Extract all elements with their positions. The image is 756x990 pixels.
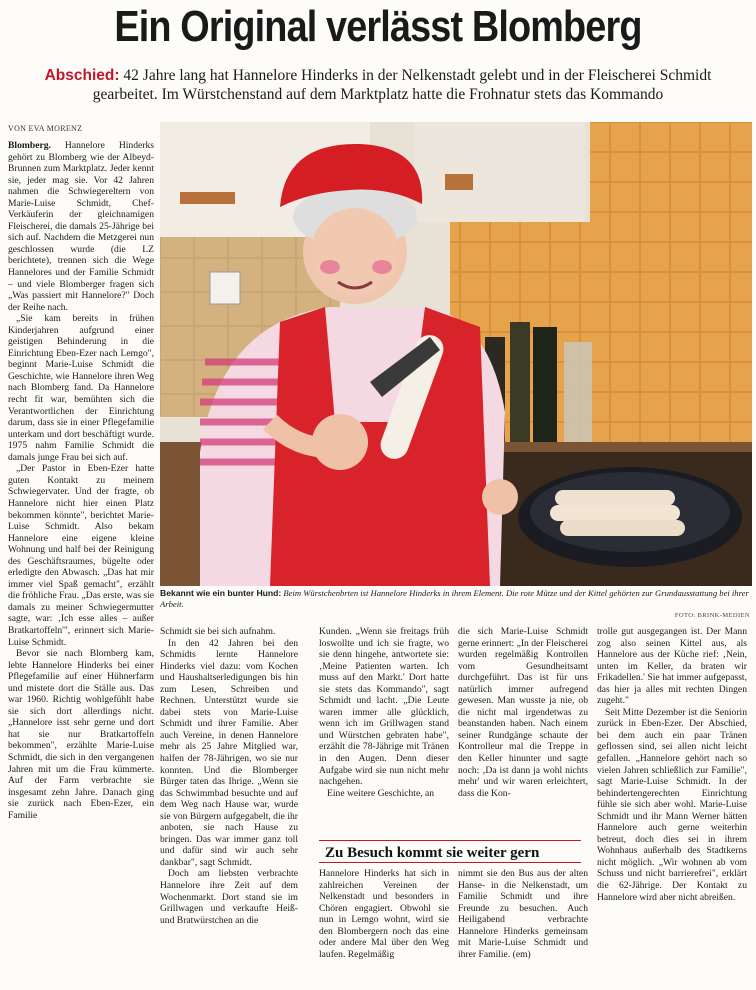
paragraph: nimmt sie den Bus aus der alten Hanse- in die Nelkenstadt, um Familie Schmidt und ihre Freunde zu besuchen. Auch Heiligabend verbrachte Hannelore Hinderks gemeinsam mit Marie-Luise Schmidt und ihrer Familie. (em) bbox=[458, 868, 588, 960]
photo-illustration bbox=[160, 122, 752, 586]
paragraph: Schmidt sie bei sich aufnahm. bbox=[160, 626, 276, 637]
dateline: Blomberg. bbox=[8, 140, 51, 151]
column-1 bbox=[8, 140, 154, 821]
paragraph: Blomberg. Hannelore Hinderks gehört zu Blomberg wie der Albeyd-Brunnen zum Marktplatz. Jeder kennt sie, jeder mag sie. Vor 42 Jahren nahmen die Schwiegereltern von Marie-Luise Schmidt, Chef-Verkäuferin der gleichnamigen Fleischerei, die damals 25-Jährige bei sich auf. Nachdem die Metzgerei nun geschlossen wurde (die LZ berichtete), trennen sich die Wege Hannelores und der Familie Schmidt – und viele Blomberger fragen sich „Was passiert mit Hannelore?" Doch der Reihe nach. bbox=[8, 140, 154, 313]
column-3 bbox=[319, 626, 449, 799]
paragraph: Seit Mitte Dezember ist die Seniorin zurück in Eben-Ezer. Der Abschied, bei dem auch ein paar Tränen geflossen sind, sei allen nicht leicht gefallen. „Hannelore gehört nach so vielen Jahren schließlich zur Familie", sagt Marie-Luise Schmidt. In der behindertengerechten Einrichtung fühle sie sich aber wohl. Marie-Luise Schmidt und ihr Mann Werner hätten Hannelore auch gerne weiterhin betreut, doch dies sei in ihrem Wohnhaus außerhalb des Stadtkerns nicht möglich. „Wir wohnen ab vom Schuss und nicht barrierefrei", erklärt die 62-Jährige. Der Kontakt zu Hannelore wird aber nicht abreißen. bbox=[597, 706, 747, 903]
article-photo bbox=[160, 122, 752, 586]
paragraph: Hannelore Hinderks hat sich in zahlreichen Vereinen der Nelkenstadt und besonders in Chören engagiert. Obwohl sie nun in Lemgo wohnt, wird sie den Blombergern noch das eine oder andere Mal über den Weg laufen. Regelmäßig bbox=[319, 868, 449, 960]
column-4-lower bbox=[458, 868, 588, 960]
subhead-rule bbox=[319, 840, 581, 841]
paragraph: die sich Marie-Luise Schmidt gerne erinnert: „In der Fleischerei wurden regelmäßig Kontrollen vom Gesundheitsamt durchgeführt. Das ist für uns natürlich immer aufregend gewesen. Man wusste ja nie, ob die nicht mal irgendetwas zu beanstanden haben. Nach einem seiner Rundgänge schaute der Kontrolleur mal die Treppe in den Keller hinunter und sagte noch: ‚Da ist dann ja wohl nichts mehr' und wir waren erleichtert, dass die Kon- bbox=[458, 626, 588, 799]
paragraph: Kunden. „Wenn sie freitags früh loswollte und ich sie fragte, wo sie denn hingehe, antwortete sie: ‚Meine Patienten warten. Ich muss auf den Markt.' Dort hatte sie stets das Kommando", sagt Schmidt und lacht. „Die Leute waren immer alle glücklich, wenn ich im Grillwagen stand und Würstchen gebraten habe", erzählt die 78-Jährige mit Tränen in den Augen. Denn dieser Aufgabe wird sie nun nicht mehr nachgehen. bbox=[319, 626, 449, 788]
headline: Ein Original verlässt Blomberg bbox=[114, 2, 642, 51]
paragraph: Bevor sie nach Blomberg kam, lebte Hannelore Hinderks bei einer Pflegefamilie auf einer Hühnerfarm und mistete dort die Ställe aus. Das war 1960. Richtig wohlgefühlt habe sie sich dort allerdings nicht. „Hannelore isst sehr gerne und dort hat sie nur Bratkartoffeln bekommen", erzählte Marie-Luise Schmidt, die sich in den vergangenen Jahren mit um die Frau kümmerte. Auf der Farm verbrachte sie insgesamt zehn Jahre. Danach ging sie zurück nach Eben-Ezer, ein Familie bbox=[8, 648, 154, 821]
paragraph: Eine weitere Geschichte, an bbox=[327, 787, 435, 799]
byline: VON EVA MORENZ bbox=[8, 124, 83, 133]
photo-credit: FOTO: BRINK-MEDIEN bbox=[674, 612, 750, 619]
kicker: Abschied: bbox=[44, 67, 120, 84]
column-2 bbox=[160, 626, 298, 926]
paragraph: trolle gut ausgegangen ist. Der Mann zog also seinen Kittel aus, als Hannelore aus der Küche rief: ‚Nein, unten im Keller, da braten wir Frikadellen.' Sie hat immer aufgepasst, das hier ja alles mit rechten Dingen zugeht." bbox=[597, 626, 747, 707]
paragraph: „Sie kam bereits in frühen Kinderjahren aufgrund einer geistigen Behinderung in die Einrichtung Eben-Ezer nach Lemgo", beginnt Marie-Luise Schmidt die Geschichte, wie Hannelore ihren Weg nach Blomberg fand. Da Hannelore recht fit war, bemühten sich die Verantwortlichen der Einrichtung darum, dass sie in einer Pflegefamilie unterkam und dort beschäftigt wurde. 1975 nahm Familie Schmidt die damals junge Frau bei sich auf. bbox=[8, 313, 154, 463]
column-3-lower bbox=[319, 868, 449, 960]
paragraph: Doch am liebsten verbrachte Hannelore ihre Zeit auf dem Wochenmarkt. Dort stand sie im Grillwagen und verkaufte Heiß- und Bratwürstchen an die bbox=[160, 868, 298, 926]
lead-paragraph bbox=[20, 66, 736, 104]
author-signature: (em) bbox=[512, 948, 531, 960]
subhead: Zu Besuch kommt sie weiter gern bbox=[325, 845, 540, 861]
subhead-box bbox=[319, 845, 581, 863]
paragraph: „Der Pastor in Eben-Ezer hatte guten Kontakt zu meinem Schwiegervater. Und der fragte, ob Hannelore nicht hier einen Platz bekommen könnte", berichtet Marie-Luise Schmidt. Also bekam Hannelore eine eigene kleine Wohnung und half bei der Reinigung des Geschäftsraumes, bügelte oder erledigte den Abwasch. „Das hat mir immer viel Spaß gemacht", erzählt die fröhliche Frau. „Das erste, was sie damals zu meiner Schwiegermutter sagte, war: ‚Ich esse alles – außer Bratkartoffeln'", erinnert sich Marie-Luise Schmidt. bbox=[8, 463, 154, 648]
column-4 bbox=[458, 626, 588, 799]
column-5 bbox=[597, 626, 747, 903]
caption-title: Bekannt wie ein bunter Hund: bbox=[160, 588, 282, 598]
paragraph: In den 42 Jahren bei den Schmidts lernte Hannelore Hinderks viel dazu: vom Kochen und Haushaltserledigungen bis hin zum Lesen, Schreiben und Rechnen. Unterstützt wurde sie dabei stets von Marie-Luise Schmidt und ihrer Familie. Aber auch Vereine, in denen Hannelore mehr als 25 Jahre Mitglied war, halfen der 78-Jährigen, wo sie nur konnten. Und die Blomberger Bürger taten das Ihrige. „Wenn sie das Schwimmbad besuchte und auf dem Weg nach Hause war, wurde sie von Bürgern aufgegabelt, die ihr anboten, sie nach Hause zu bringen. Das war immer ganz toll und dafür sind wir auch sehr dankbar", sagt Schmidt. bbox=[160, 637, 298, 868]
lead-text: 42 Jahre lang hat Hannelore Hinderks in der Nelkenstadt gelebt und in der Fleischerei Schmidt gearbeitet. Im Würstchenstand auf dem Marktplatz hatte die Frohnatur stets das Kommando bbox=[92, 67, 712, 103]
photo-caption: Bekannt wie ein bunter Hund: Beim Würstchenbrten ist Hannelore Hinderks in ihrem Element. Die rote Mütze und der Kittel gehörten zur Grundausstattung bei ihrer Arbeit. bbox=[160, 588, 749, 609]
